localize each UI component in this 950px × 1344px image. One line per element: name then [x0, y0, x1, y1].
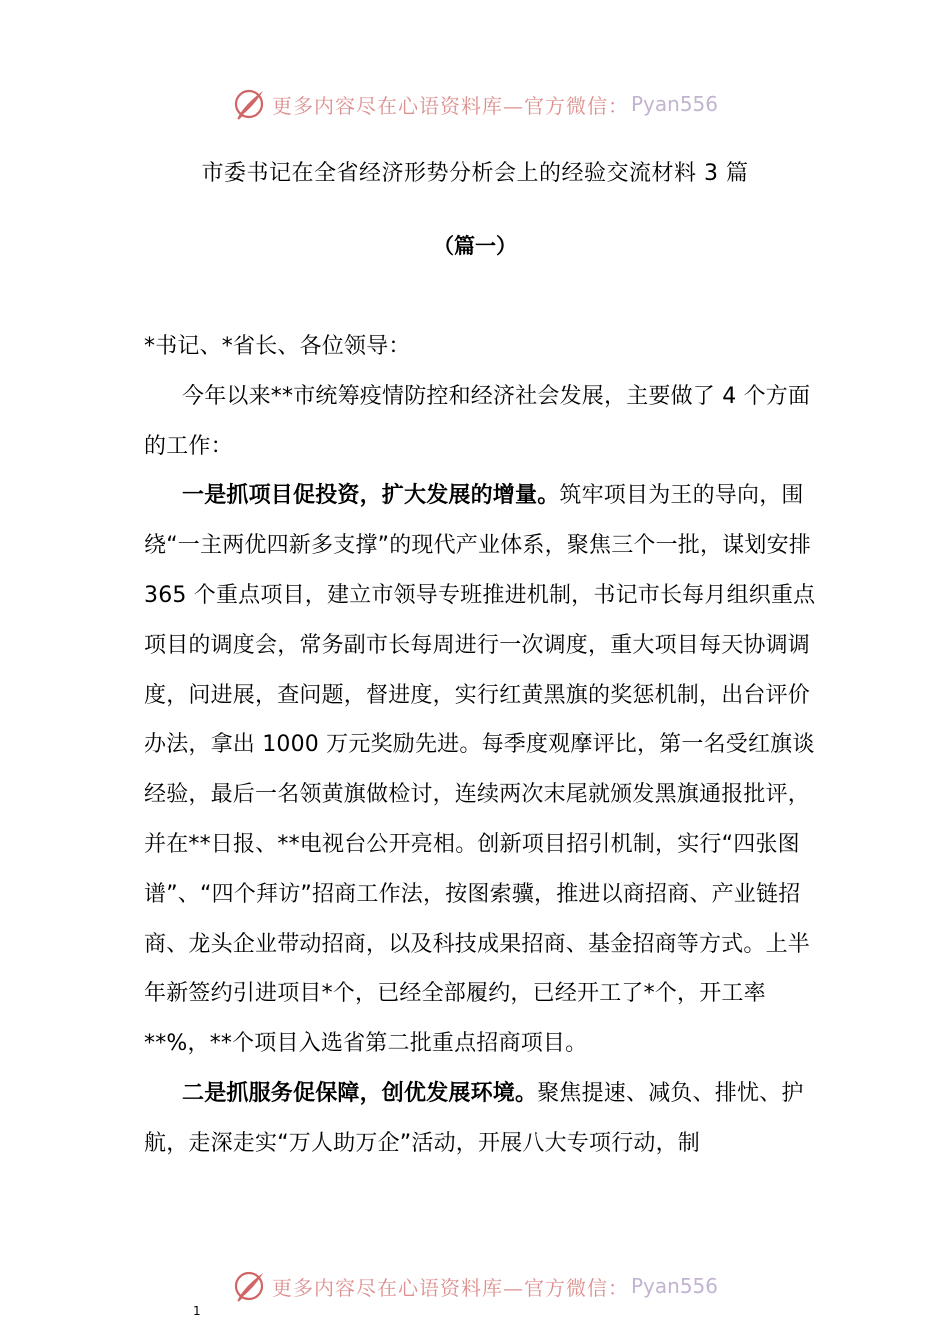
watermark-text: 更多内容尽在心语资料库—官方微信： — [271, 1275, 629, 1300]
watermark-header — [0, 84, 950, 124]
section-1-body: 筑牢项目为王的导向，围绕“一主两优四新多支撑”的现代产业体系，聚焦三个一批，谋划安排 365 个重点项目，建立市领导专班推进机制，书记市长每月组织重点项目的调度会，常务副市长每周进行一次调度，重大项目每天协调调度，问进展，查问题，督进度，实行红黄黑旗的奖惩机制，出台评价办法，拿出 1000 万元奖励先进。每季度观摩评比，第一名受红旗谈经验，最后一名领黄旗做检讨，连续两次末尾就颁发黑旗通报批评，并在**日报、**电视台公开亮相。创新项目招引机制，实行“四张图谱”、“四个拜访”招商工作法，按图索骥，推进以商招商、产业链招商、龙头企业带动招商，以及科技成果招商、基金招商等方式。上半年新签约引进项目*个，已经全部履约，已经开工了*个，开工率**%，**个项目入选省第二批重点招商项目。 — [144, 483, 816, 1057]
page-number: 1 — [193, 1304, 201, 1318]
watermark-wechat-id: Pyan556 — [630, 92, 718, 116]
document-body — [144, 322, 824, 1169]
salutation: *书记、*省长、各位领导： — [144, 334, 411, 359]
watermark-footer — [0, 1266, 950, 1306]
section-2-heading: 二是抓服务促保障，创优发展环境。 — [182, 1080, 538, 1106]
section-1-heading: 一是抓项目促投资，扩大发展的增量。 — [182, 483, 560, 509]
watermark-text: 更多内容尽在心语资料库—官方微信： — [271, 93, 629, 118]
watermark-wechat-id: Pyan556 — [630, 1274, 718, 1298]
quill-pen-logo-icon — [232, 87, 266, 121]
section-2-paragraph — [144, 1069, 824, 1169]
quill-pen-logo-icon — [232, 1269, 266, 1303]
intro-paragraph: 今年以来**市统筹疫情防控和经济社会发展，主要做了 4 个方面的工作： — [144, 383, 811, 459]
document-subtitle: （篇一） — [433, 234, 517, 258]
section-2-body: 聚焦提速、减负、排忧、护航，走深走实“万人助万企”活动，开展八大专项行动，制 — [144, 1080, 804, 1156]
document-title: 市委书记在全省经济形势分析会上的经验交流材料 3 篇 — [201, 161, 749, 186]
section-1-paragraph — [144, 471, 824, 1069]
